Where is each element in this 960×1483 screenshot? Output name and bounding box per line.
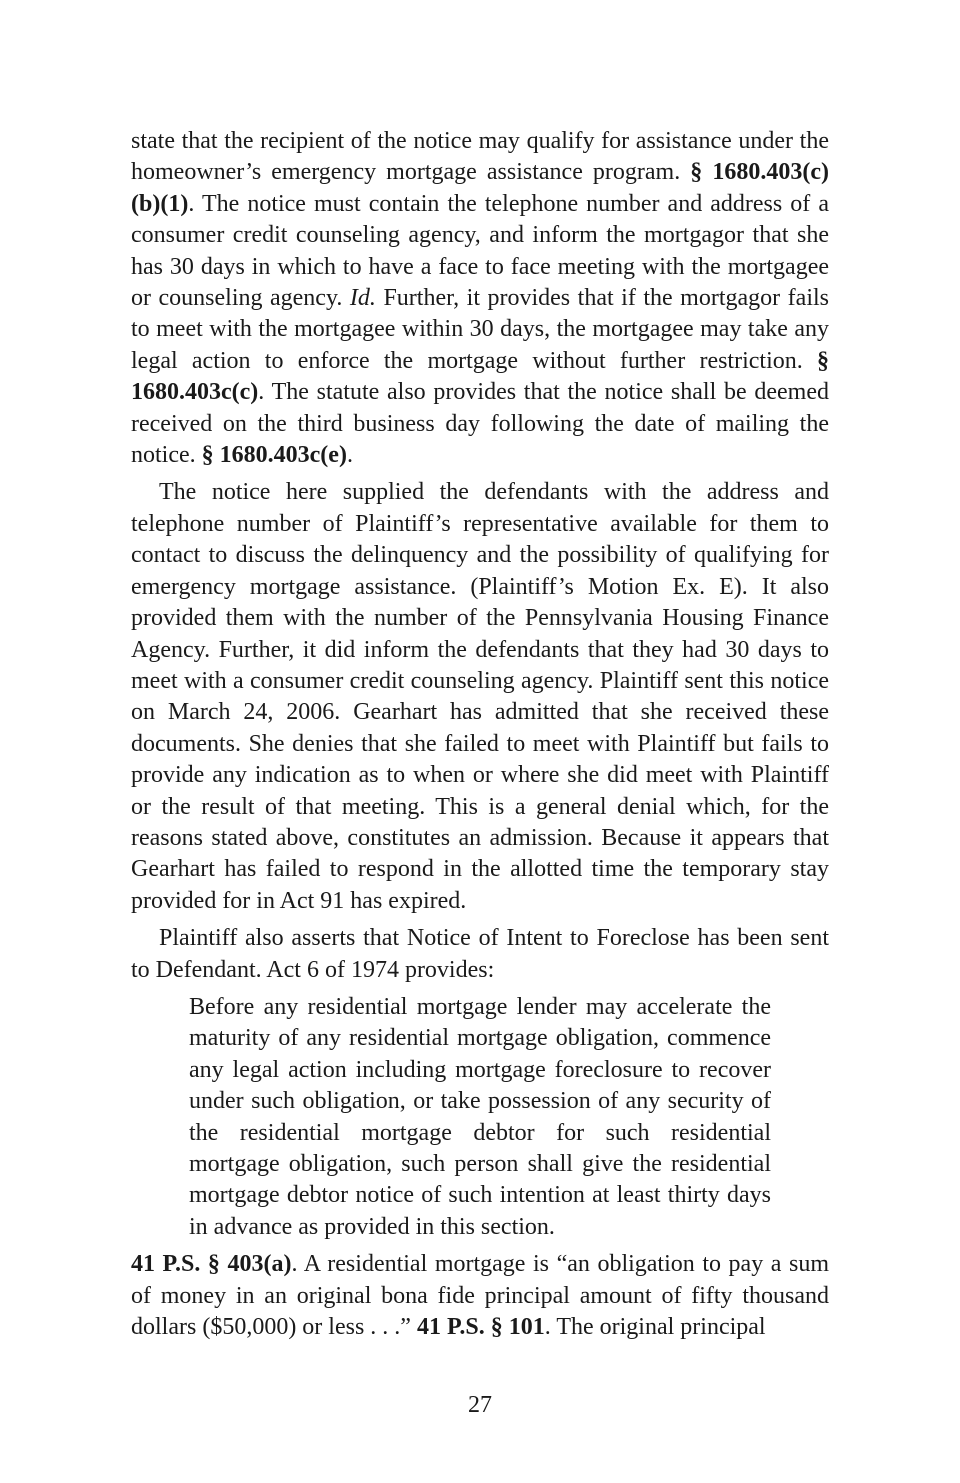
citation: 41 P.S. § 101 [416, 1314, 545, 1341]
paragraph-2: The notice here supplied the defendants with the address and telephone number of Plaintiff’s representative available for them to contact to discuss the delinquency and the possibility of qualifying for emergency mortgage assistance. (Plaintiff’s Motion Ex. E). It also provided them with the number of the Pennsylvania Housing Finance Agency. Further, it did inform the defendants that they had 30 days to meet with a consumer credit counseling agency. Plaintiff sent this notice on March 24, 2006. Gearhart has admitted that she received these documents. She denies that she failed to meet with Plaintiff but fails to provide any indication as to when or where she did meet with Plaintiff or the result of that meeting. This is a general denial which, for the reasons stated above, constitutes an admission. Because it appears that Gearhart has failed to respond in the allotted time the temporary stay provided for in Act 91 has expired. [131, 479, 829, 914]
citation: § 1680.403(c)(b)(1) [131, 159, 830, 217]
citation: § 1680.403c(c) [131, 347, 829, 406]
citation-id: Id. [349, 285, 376, 312]
text: . The statute also provides that the notice shall be deemed received on the third business day following the date of mailing the notice. [131, 379, 829, 469]
paragraph-3: Plaintiff also asserts that Notice of Intent to Foreclose has been sent to Defendant. Act 6 of 1974 provides: [131, 925, 829, 983]
citation: 41 P.S. § 403(a) [131, 1251, 292, 1278]
paragraph-4 [131, 1249, 829, 1343]
paragraph-1 [131, 126, 829, 471]
text: Further, it provides that if the mortgagor fails to meet with the mortgagee within 30 days, the mortgagee may take any legal action to enforce the mortgage without further restriction. [131, 285, 829, 374]
text: state that the recipient of the notice may qualify for assistance under the homeowner’s emergency mortgage assistance program. [131, 128, 829, 186]
text: . The original principal [544, 1314, 766, 1341]
text: . The notice must contain the telephone number and address of a consumer credit counseling agency, and inform the mortgagor that she has 30 days in which to have a face to face meeting with the mortgagee or counseling agency. [131, 190, 829, 312]
citation: § 1680.403c(e) [201, 442, 347, 469]
page-number: 27 [468, 1392, 492, 1418]
document-body [131, 126, 829, 1343]
text: . [346, 442, 353, 469]
text: . A residential mortgage is “an obligation to pay a sum of money in an original bona fide principal amount of fifty thousand dollars ($50,000) or less . . .” [131, 1251, 829, 1341]
block-quote: Before any residential mortgage lender may accelerate the maturity of any residential mortgage obligation, commence any legal action including mortgage foreclosure to recover under such obligation, or take possession of any security of the residential mortgage debtor for such residential mortgage obligation, such person shall give the residential mortgage debtor notice of such intention at least thirty days in advance as provided in this section. [189, 993, 771, 1240]
